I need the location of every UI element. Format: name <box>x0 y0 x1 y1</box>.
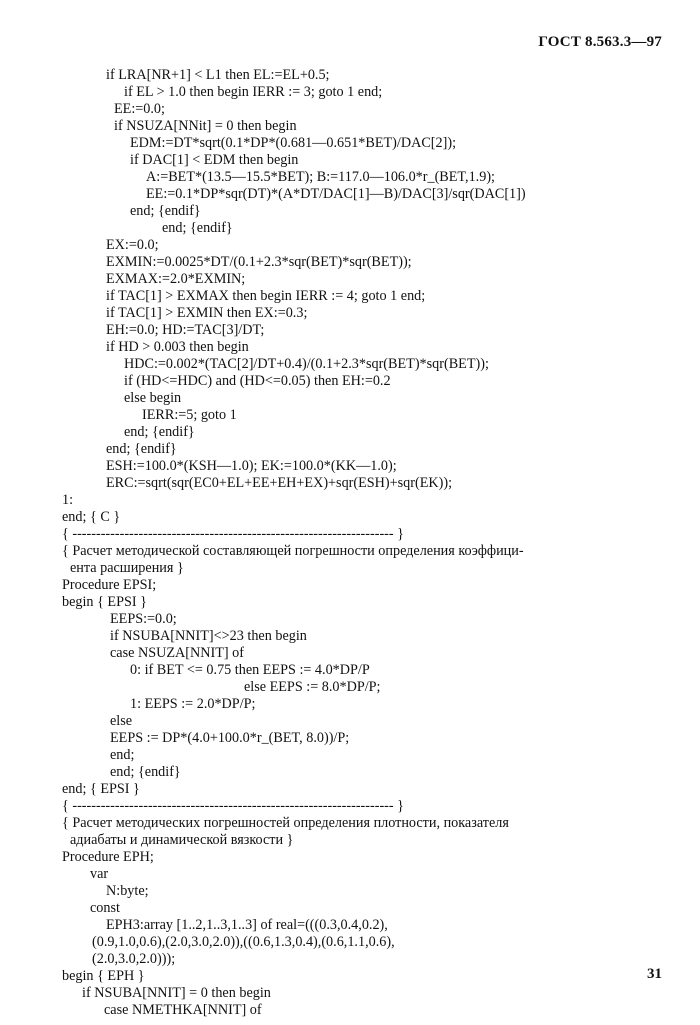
code-line: if (HD<=HDC) and (HD<=0.05) then EH:=0.2 <box>124 373 391 389</box>
code-line: end; { C } <box>62 509 121 525</box>
code-line: if NSUBA[NNIT] = 0 then begin <box>82 985 271 1001</box>
code-line: 0: if BET <= 0.75 then EEPS := 4.0*DP/P <box>130 662 370 678</box>
code-line: EE:=0.1*DP*sqr(DT)*(A*DT/DAC[1]—B)/DAC[3]/sqr(DAC[1]) <box>146 186 526 202</box>
code-line: адиабаты и динамической вязкости } <box>70 832 294 848</box>
code-line: { Расчет методических погрешностей определения плотности, показателя <box>62 815 509 831</box>
code-line: EXMIN:=0.0025*DT/(0.1+2.3*sqr(BET)*sqr(BET)); <box>106 254 412 270</box>
code-line: { Расчет методической составляющей погрешности определения коэффици- <box>62 543 524 559</box>
code-line: ERC:=sqrt(sqr(EC0+EL+EE+EH+EX)+sqr(ESH)+sqr(EK)); <box>106 475 453 491</box>
code-line: A:=BET*(13.5—15.5*BET); B:=117.0—106.0*r_(BET,1.9); <box>146 169 495 185</box>
code-line: 1: <box>62 492 74 508</box>
code-line: if NSUBA[NNIT]<>23 then begin <box>110 628 307 644</box>
code-line: N:byte; <box>106 883 149 899</box>
code-line: end; {endif} <box>110 764 181 780</box>
code-line: EH:=0.0; HD:=TAC[3]/DT; <box>106 322 265 338</box>
code-line: EPH3:array [1..2,1..3,1..3] of real=(((0.3,0.4,0.2), <box>106 917 388 933</box>
code-line: case NSUZA[NNIT] of <box>110 645 244 661</box>
document-header: ГОСТ 8.563.3—97 <box>538 34 662 50</box>
code-line: end; {endif} <box>162 220 233 236</box>
code-line: if NSUZA[NNit] = 0 then begin <box>114 118 297 134</box>
code-line: (0.9,1.0,0.6),(2.0,3.0,2.0)),((0.6,1.3,0.4),(0.6,1.1,0.6), <box>92 934 395 950</box>
code-line: const <box>90 900 120 916</box>
code-line: end; {endif} <box>106 441 177 457</box>
code-line: end; {endif} <box>130 203 201 219</box>
code-line: else EEPS := 8.0*DP/P; <box>244 679 381 695</box>
code-line: var <box>90 866 109 882</box>
code-line: HDC:=0.002*(TAC[2]/DT+0.4)/(0.1+2.3*sqr(BET)*sqr(BET)); <box>124 356 489 372</box>
code-line: end; <box>110 747 135 763</box>
code-line: EEPS:=0.0; <box>110 611 177 627</box>
code-line: ESH:=100.0*(KSH—1.0); EK:=100.0*(KK—1.0); <box>106 458 397 474</box>
code-line: if DAC[1] < EDM then begin <box>130 152 299 168</box>
code-line: (2.0,3.0,2.0))); <box>92 951 176 967</box>
code-line: begin { EPH } <box>62 968 145 984</box>
code-line: Procedure EPSI; <box>62 577 157 593</box>
code-line: else begin <box>124 390 182 406</box>
page-number: 31 <box>647 966 662 982</box>
code-line: begin { EPSI } <box>62 594 147 610</box>
code-line: case NMETHKA[NNIT] of <box>104 1002 262 1018</box>
code-line: EDM:=DT*sqrt(0.1*DP*(0.681—0.651*BET)/DAC[2]); <box>130 135 457 151</box>
code-line: ента расширения } <box>70 560 184 576</box>
code-line: Procedure EPH; <box>62 849 154 865</box>
code-line: 1: EEPS := 2.0*DP/P; <box>130 696 256 712</box>
code-line: end; { EPSI } <box>62 781 140 797</box>
code-line: else <box>110 713 133 729</box>
code-line: if TAC[1] > EXMAX then begin IERR := 4; goto 1 end; <box>106 288 426 304</box>
code-line: EE:=0.0; <box>114 101 165 117</box>
code-line: { -------------------------------------------------------------------- } <box>62 526 404 542</box>
code-line: if EL > 1.0 then begin IERR := 3; goto 1 end; <box>124 84 383 100</box>
code-line: EX:=0.0; <box>106 237 159 253</box>
code-line: IERR:=5; goto 1 <box>142 407 237 423</box>
code-line: if LRA[NR+1] < L1 then EL:=EL+0.5; <box>106 67 330 83</box>
code-line: end; {endif} <box>124 424 195 440</box>
code-line: { -------------------------------------------------------------------- } <box>62 798 404 814</box>
code-line: EXMAX:=2.0*EXMIN; <box>106 271 246 287</box>
code-line: EEPS := DP*(4.0+100.0*r_(BET, 8.0))/P; <box>110 730 350 746</box>
code-line: if TAC[1] > EXMIN then EX:=0.3; <box>106 305 308 321</box>
code-line: if HD > 0.003 then begin <box>106 339 249 355</box>
